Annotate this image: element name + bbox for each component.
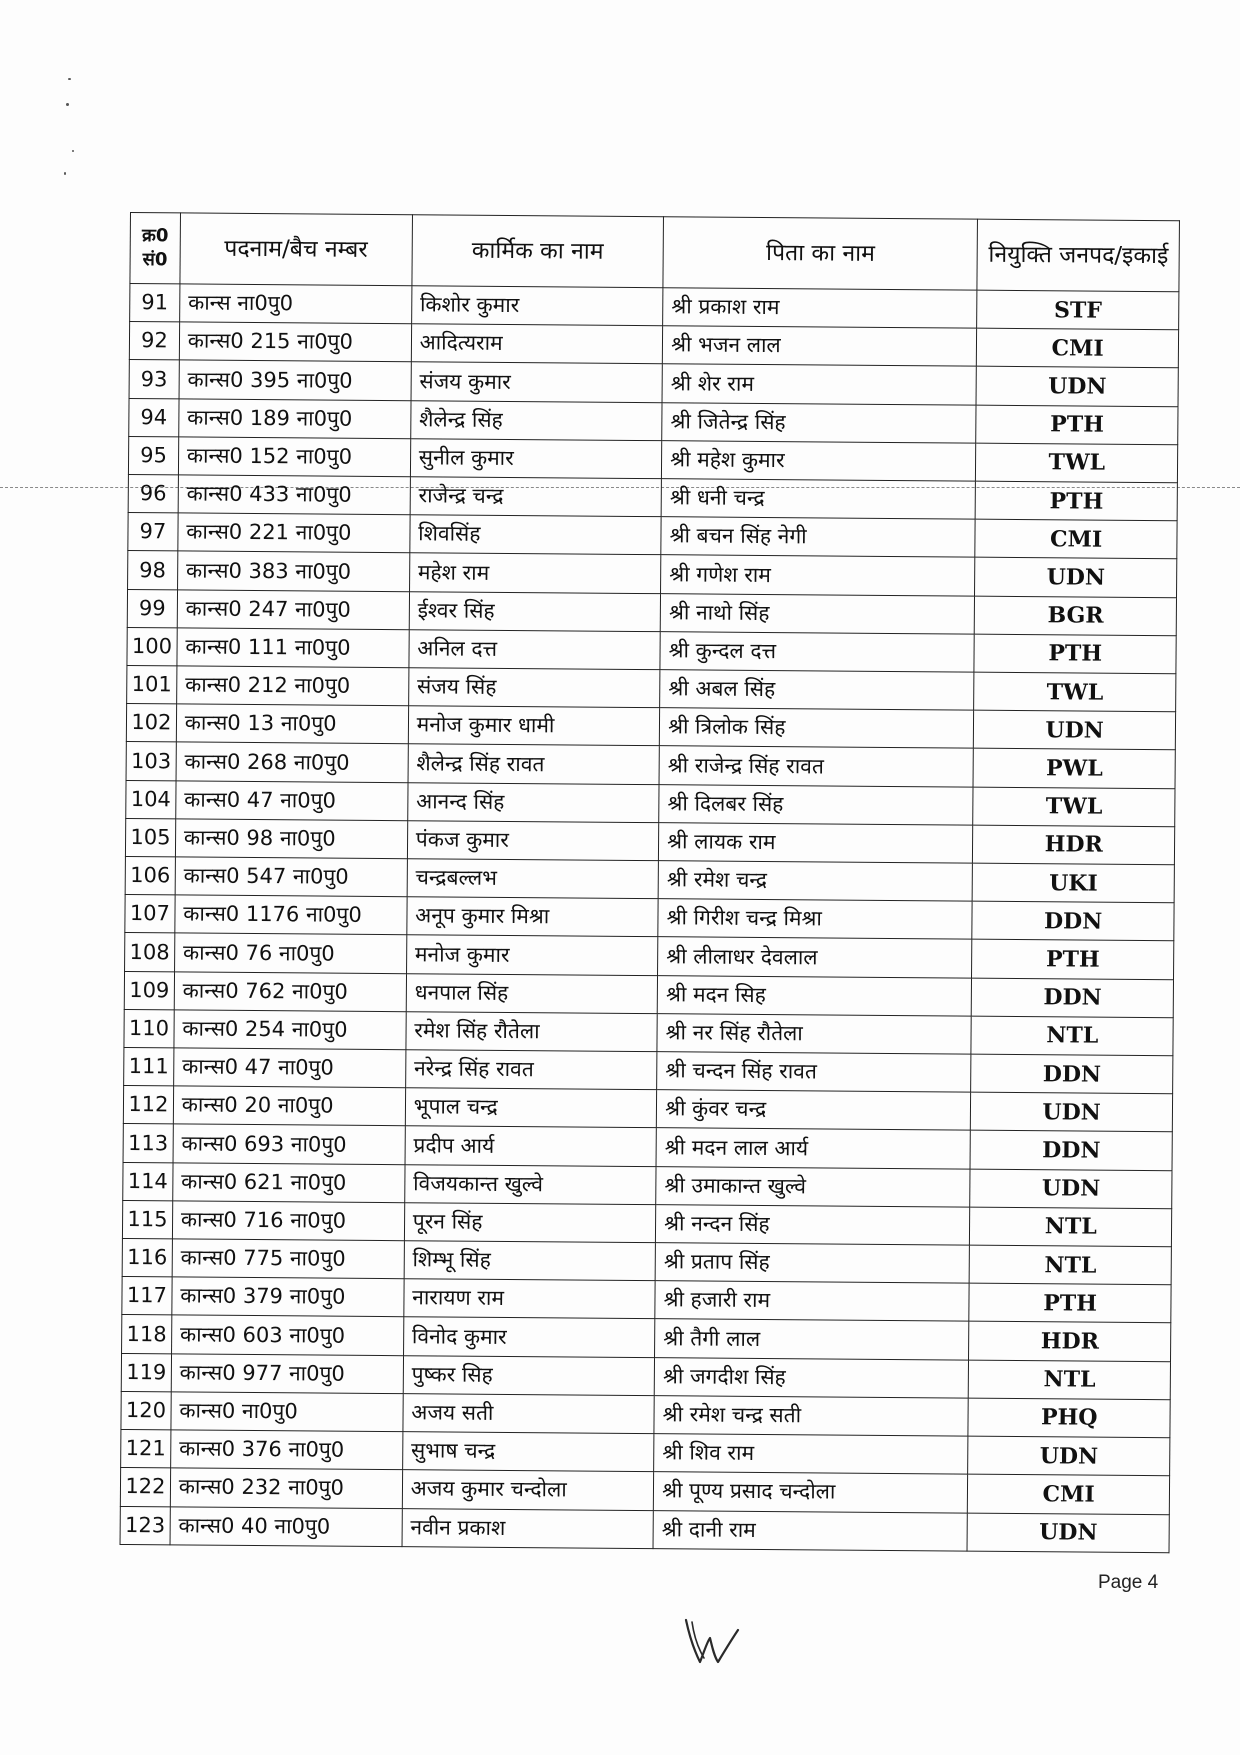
cell-employee-name: अनूप कुमार मिश्रा xyxy=(407,897,659,937)
cell-posting-unit: PTH xyxy=(972,940,1174,980)
cell-employee-name: पुष्कर सिह xyxy=(403,1355,655,1395)
cell-employee-name: मनोज कुमार धामी xyxy=(408,706,660,746)
cell-father-name: श्री अबल सिंह xyxy=(660,670,975,711)
cell-father-name: श्री गणेश राम xyxy=(661,555,976,596)
cell-serial: 112 xyxy=(123,1086,173,1125)
cell-post-badge: कान्स0 693 ना0पु0 xyxy=(173,1124,405,1164)
cell-father-name: श्री पूण्य प्रसाद चन्दोला xyxy=(653,1472,968,1513)
cell-father-name: श्री गिरीश चन्द्र मिश्रा xyxy=(658,899,973,940)
cell-serial: 106 xyxy=(125,857,175,896)
cell-posting-unit: UDN xyxy=(968,1436,1170,1476)
cell-father-name: श्री कुन्दल दत्त xyxy=(660,632,975,673)
cell-serial: 117 xyxy=(122,1277,172,1316)
cell-father-name: श्री दानी राम xyxy=(653,1510,968,1551)
cell-serial: 103 xyxy=(126,742,176,781)
cell-father-name: श्री रमेश चन्द्र xyxy=(658,861,973,902)
cell-employee-name: नरेन्द्र सिंह रावत xyxy=(405,1050,657,1090)
header-serial: क्र0 सं0 xyxy=(130,213,180,284)
cell-post-badge: कान्स0 433 ना0पु0 xyxy=(178,475,410,515)
cell-employee-name: आनन्द सिंह xyxy=(407,782,659,822)
cell-employee-name: नारायण राम xyxy=(404,1279,656,1319)
cell-serial: 97 xyxy=(128,513,178,552)
cell-post-badge: कान्स0 395 ना0पु0 xyxy=(179,360,411,400)
cell-post-badge: कान्स0 76 ना0पु0 xyxy=(174,933,406,973)
table-header-row xyxy=(130,213,1180,292)
cell-employee-name: धनपाल सिंह xyxy=(406,973,658,1013)
cell-father-name: श्री धनी चन्द्र xyxy=(661,479,976,520)
cell-post-badge: कान्स0 547 ना0पु0 xyxy=(175,857,407,897)
cell-father-name: श्री प्रकाश राम xyxy=(663,288,978,329)
cell-posting-unit: CMI xyxy=(968,1474,1170,1514)
cell-posting-unit: UDN xyxy=(967,1513,1169,1553)
cell-serial: 111 xyxy=(124,1048,174,1087)
cell-serial: 91 xyxy=(130,284,180,323)
cell-serial: 92 xyxy=(129,322,179,361)
cell-post-badge: कान्स0 268 ना0पु0 xyxy=(176,742,408,782)
cell-posting-unit: DDN xyxy=(971,1054,1173,1094)
cell-employee-name: रमेश सिंह रौतेला xyxy=(406,1012,658,1052)
cell-posting-unit: CMI xyxy=(975,519,1177,559)
cell-serial: 113 xyxy=(123,1124,173,1163)
cell-employee-name: संजय कुमार xyxy=(411,362,663,402)
cell-father-name: श्री जितेन्द्र सिंह xyxy=(662,402,977,443)
cell-post-badge: कान्स0 977 ना0पु0 xyxy=(171,1354,403,1394)
cell-posting-unit: UDN xyxy=(974,710,1176,750)
cell-serial: 115 xyxy=(122,1200,172,1239)
cell-employee-name: शैलेन्द्र सिंह रावत xyxy=(408,744,660,784)
cell-father-name: श्री हजारी राम xyxy=(655,1281,970,1322)
cell-post-badge: कान्स0 189 ना0पु0 xyxy=(179,398,411,438)
cell-serial: 109 xyxy=(124,971,174,1010)
cell-serial: 102 xyxy=(126,704,176,743)
header-post-badge: पदनाम/बैच नम्बर xyxy=(180,213,412,286)
cell-father-name: श्री उमाकान्त खुल्वे xyxy=(656,1166,971,1207)
cell-serial: 108 xyxy=(125,933,175,972)
cell-posting-unit: NTL xyxy=(969,1360,1171,1400)
cell-father-name: श्री दिलबर सिंह xyxy=(659,784,974,825)
cell-father-name: श्री महेश कुमार xyxy=(662,440,977,481)
cell-post-badge: कान्स0 603 ना0पु0 xyxy=(171,1315,403,1355)
cell-employee-name: पूरन सिंह xyxy=(404,1203,656,1243)
cell-father-name: श्री जगदीश सिंह xyxy=(654,1357,969,1398)
cell-posting-unit: CMI xyxy=(977,328,1179,368)
cell-posting-unit: UDN xyxy=(971,1092,1173,1132)
table-row xyxy=(120,1506,1169,1553)
cell-serial: 116 xyxy=(122,1239,172,1278)
cell-father-name: श्री मदन सिह xyxy=(657,975,972,1016)
cell-serial: 100 xyxy=(127,627,177,666)
header-father-name: पिता का नाम xyxy=(663,217,978,290)
cell-posting-unit: PHQ xyxy=(968,1398,1170,1438)
cell-post-badge: कान्स0 232 ना0पु0 xyxy=(170,1468,402,1508)
cell-posting-unit: NTL xyxy=(971,1016,1173,1056)
cell-serial: 99 xyxy=(127,589,177,628)
cell-serial: 119 xyxy=(121,1353,171,1392)
cell-post-badge: कान्स0 212 ना0पु0 xyxy=(176,666,408,706)
cell-posting-unit: HDR xyxy=(973,825,1175,865)
scan-speck xyxy=(72,150,74,152)
cell-employee-name: ईश्वर सिंह xyxy=(409,591,661,631)
header-employee-name: कार्मिक का नाम xyxy=(412,215,664,288)
scan-speck xyxy=(64,172,66,175)
cell-posting-unit: PTH xyxy=(974,634,1176,674)
table-body xyxy=(120,284,1179,1553)
cell-employee-name: अनिल दत्त xyxy=(409,630,661,670)
cell-employee-name: आदित्यराम xyxy=(411,324,663,364)
cell-father-name: श्री शिव राम xyxy=(654,1434,969,1475)
cell-posting-unit: UDN xyxy=(975,558,1177,598)
cell-employee-name: नवीन प्रकाश xyxy=(402,1508,654,1548)
cell-employee-name: अजय सती xyxy=(403,1394,655,1434)
cell-serial: 107 xyxy=(125,895,175,934)
cell-post-badge: कान्स0 98 ना0पु0 xyxy=(175,819,407,859)
cell-employee-name: विजयकान्त खुल्वे xyxy=(404,1164,656,1204)
cell-employee-name: राजेन्द्र चन्द्र xyxy=(410,477,662,517)
cell-post-badge: कान्स0 254 ना0पु0 xyxy=(174,1010,406,1050)
cell-posting-unit: PTH xyxy=(969,1283,1171,1323)
cell-employee-name: शिम्भू सिंह xyxy=(404,1241,656,1281)
cell-serial: 104 xyxy=(126,780,176,819)
cell-posting-unit: UKI xyxy=(973,863,1175,903)
cell-posting-unit: TWL xyxy=(976,443,1178,483)
scan-speck xyxy=(68,78,71,80)
cell-father-name: श्री कुंवर चन्द्र xyxy=(656,1090,971,1131)
cell-post-badge: कान्स0 215 ना0पु0 xyxy=(179,322,411,362)
cell-serial: 105 xyxy=(125,818,175,857)
cell-posting-unit: TWL xyxy=(973,787,1175,827)
cell-post-badge: कान्स0 152 ना0पु0 xyxy=(178,437,410,477)
cell-serial: 93 xyxy=(129,360,179,399)
cell-father-name: श्री राजेन्द्र सिंह रावत xyxy=(659,746,974,787)
cell-employee-name: भूपाल चन्द्र xyxy=(405,1088,657,1128)
cell-posting-unit: UDN xyxy=(976,367,1178,407)
cell-father-name: श्री भजन लाल xyxy=(662,326,977,367)
cell-father-name: श्री शेर राम xyxy=(662,364,977,405)
cell-serial: 121 xyxy=(121,1430,171,1469)
personnel-table xyxy=(120,212,1180,1553)
cell-serial: 95 xyxy=(128,436,178,475)
cell-father-name: श्री चन्दन सिंह रावत xyxy=(657,1052,972,1093)
cell-post-badge: कान्स ना0पु0 xyxy=(179,284,411,324)
cell-employee-name: महेश राम xyxy=(409,553,661,593)
cell-father-name: श्री त्रिलोक सिंह xyxy=(659,708,974,749)
cell-post-badge: कान्स0 383 ना0पु0 xyxy=(177,551,409,591)
cell-post-badge: कान्स0 47 ना0पु0 xyxy=(176,781,408,821)
cell-father-name: श्री बचन सिंह नेगी xyxy=(661,517,976,558)
cell-father-name: श्री लायक राम xyxy=(659,823,974,864)
cell-serial: 96 xyxy=(128,475,178,514)
cell-employee-name: शैलेन्द्र सिंह xyxy=(410,400,662,440)
cell-employee-name: मनोज कुमार xyxy=(406,935,658,975)
cell-father-name: श्री मदन लाल आर्य xyxy=(656,1128,971,1169)
cell-employee-name: शिवसिंह xyxy=(410,515,662,555)
cell-post-badge: कान्स0 20 ना0पु0 xyxy=(173,1086,405,1126)
cell-serial: 114 xyxy=(123,1162,173,1201)
cell-serial: 98 xyxy=(128,551,178,590)
cell-posting-unit: PWL xyxy=(973,749,1175,789)
cell-posting-unit: NTL xyxy=(970,1245,1172,1285)
cell-posting-unit: PTH xyxy=(976,405,1178,445)
cell-posting-unit: HDR xyxy=(969,1322,1171,1362)
cell-employee-name: अजय कुमार चन्दोला xyxy=(402,1470,654,1510)
header-posting-unit: नियुक्ति जनपद/इकाई xyxy=(977,219,1179,292)
cell-serial: 118 xyxy=(122,1315,172,1354)
cell-post-badge: कान्स0 111 ना0पु0 xyxy=(177,628,409,668)
cell-father-name: श्री नर सिंह रौतेला xyxy=(657,1014,972,1055)
cell-employee-name: चन्द्रबल्लभ xyxy=(407,859,659,899)
cell-posting-unit: DDN xyxy=(972,901,1174,941)
cell-post-badge: कान्स0 1176 ना0पु0 xyxy=(175,895,407,935)
cell-post-badge: कान्स0 247 ना0पु0 xyxy=(177,590,409,630)
cell-father-name: श्री रमेश चन्द्र सती xyxy=(654,1396,969,1437)
cell-serial: 94 xyxy=(129,398,179,437)
cell-employee-name: सुनील कुमार xyxy=(410,439,662,479)
signature-mark xyxy=(680,1612,742,1668)
cell-posting-unit: UDN xyxy=(970,1169,1172,1209)
cell-posting-unit: PTH xyxy=(976,481,1178,521)
cell-employee-name: विनोद कुमार xyxy=(403,1317,655,1357)
cell-post-badge: कान्स0 376 ना0पु0 xyxy=(170,1430,402,1470)
cell-employee-name: सुभाष चन्द्र xyxy=(402,1432,654,1472)
cell-posting-unit: TWL xyxy=(974,672,1176,712)
cell-posting-unit: STF xyxy=(977,290,1179,330)
cell-employee-name: संजय सिंह xyxy=(408,668,660,708)
cell-father-name: श्री लीलाधर देवलाल xyxy=(658,937,973,978)
cell-serial: 122 xyxy=(120,1468,170,1507)
cell-post-badge: कान्स0 716 ना0पु0 xyxy=(172,1201,404,1241)
cell-post-badge: कान्स0 13 ना0पु0 xyxy=(176,704,408,744)
cell-father-name: श्री प्रताप सिंह xyxy=(655,1243,970,1284)
cell-serial: 101 xyxy=(127,666,177,705)
cell-post-badge: कान्स0 221 ना0पु0 xyxy=(178,513,410,553)
cell-post-badge: कान्स0 762 ना0पु0 xyxy=(174,972,406,1012)
cell-posting-unit: DDN xyxy=(970,1131,1172,1171)
page-number: Page 4 xyxy=(1098,1572,1159,1593)
cell-serial: 123 xyxy=(120,1506,170,1545)
cell-post-badge: कान्स0 ना0पु0 xyxy=(171,1392,403,1432)
cell-father-name: श्री नन्दन सिंह xyxy=(656,1205,971,1246)
cell-post-badge: कान्स0 775 ना0पु0 xyxy=(172,1239,404,1279)
cell-post-badge: कान्स0 621 ना0पु0 xyxy=(173,1163,405,1203)
cell-posting-unit: DDN xyxy=(972,978,1174,1018)
cell-post-badge: कान्स0 379 ना0पु0 xyxy=(172,1277,404,1317)
cell-employee-name: प्रदीप आर्य xyxy=(405,1126,657,1166)
cell-post-badge: कान्स0 40 ना0पु0 xyxy=(170,1506,402,1546)
cell-employee-name: पंकज कुमार xyxy=(407,821,659,861)
cell-serial: 120 xyxy=(121,1391,171,1430)
cell-father-name: श्री तैगी लाल xyxy=(655,1319,970,1360)
cell-posting-unit: BGR xyxy=(975,596,1177,636)
cell-posting-unit: NTL xyxy=(970,1207,1172,1247)
cell-post-badge: कान्स0 47 ना0पु0 xyxy=(173,1048,405,1088)
cell-father-name: श्री नाथो सिंह xyxy=(660,593,975,634)
cell-employee-name: किशोर कुमार xyxy=(411,286,663,326)
cell-serial: 110 xyxy=(124,1009,174,1048)
scan-speck xyxy=(66,103,69,106)
